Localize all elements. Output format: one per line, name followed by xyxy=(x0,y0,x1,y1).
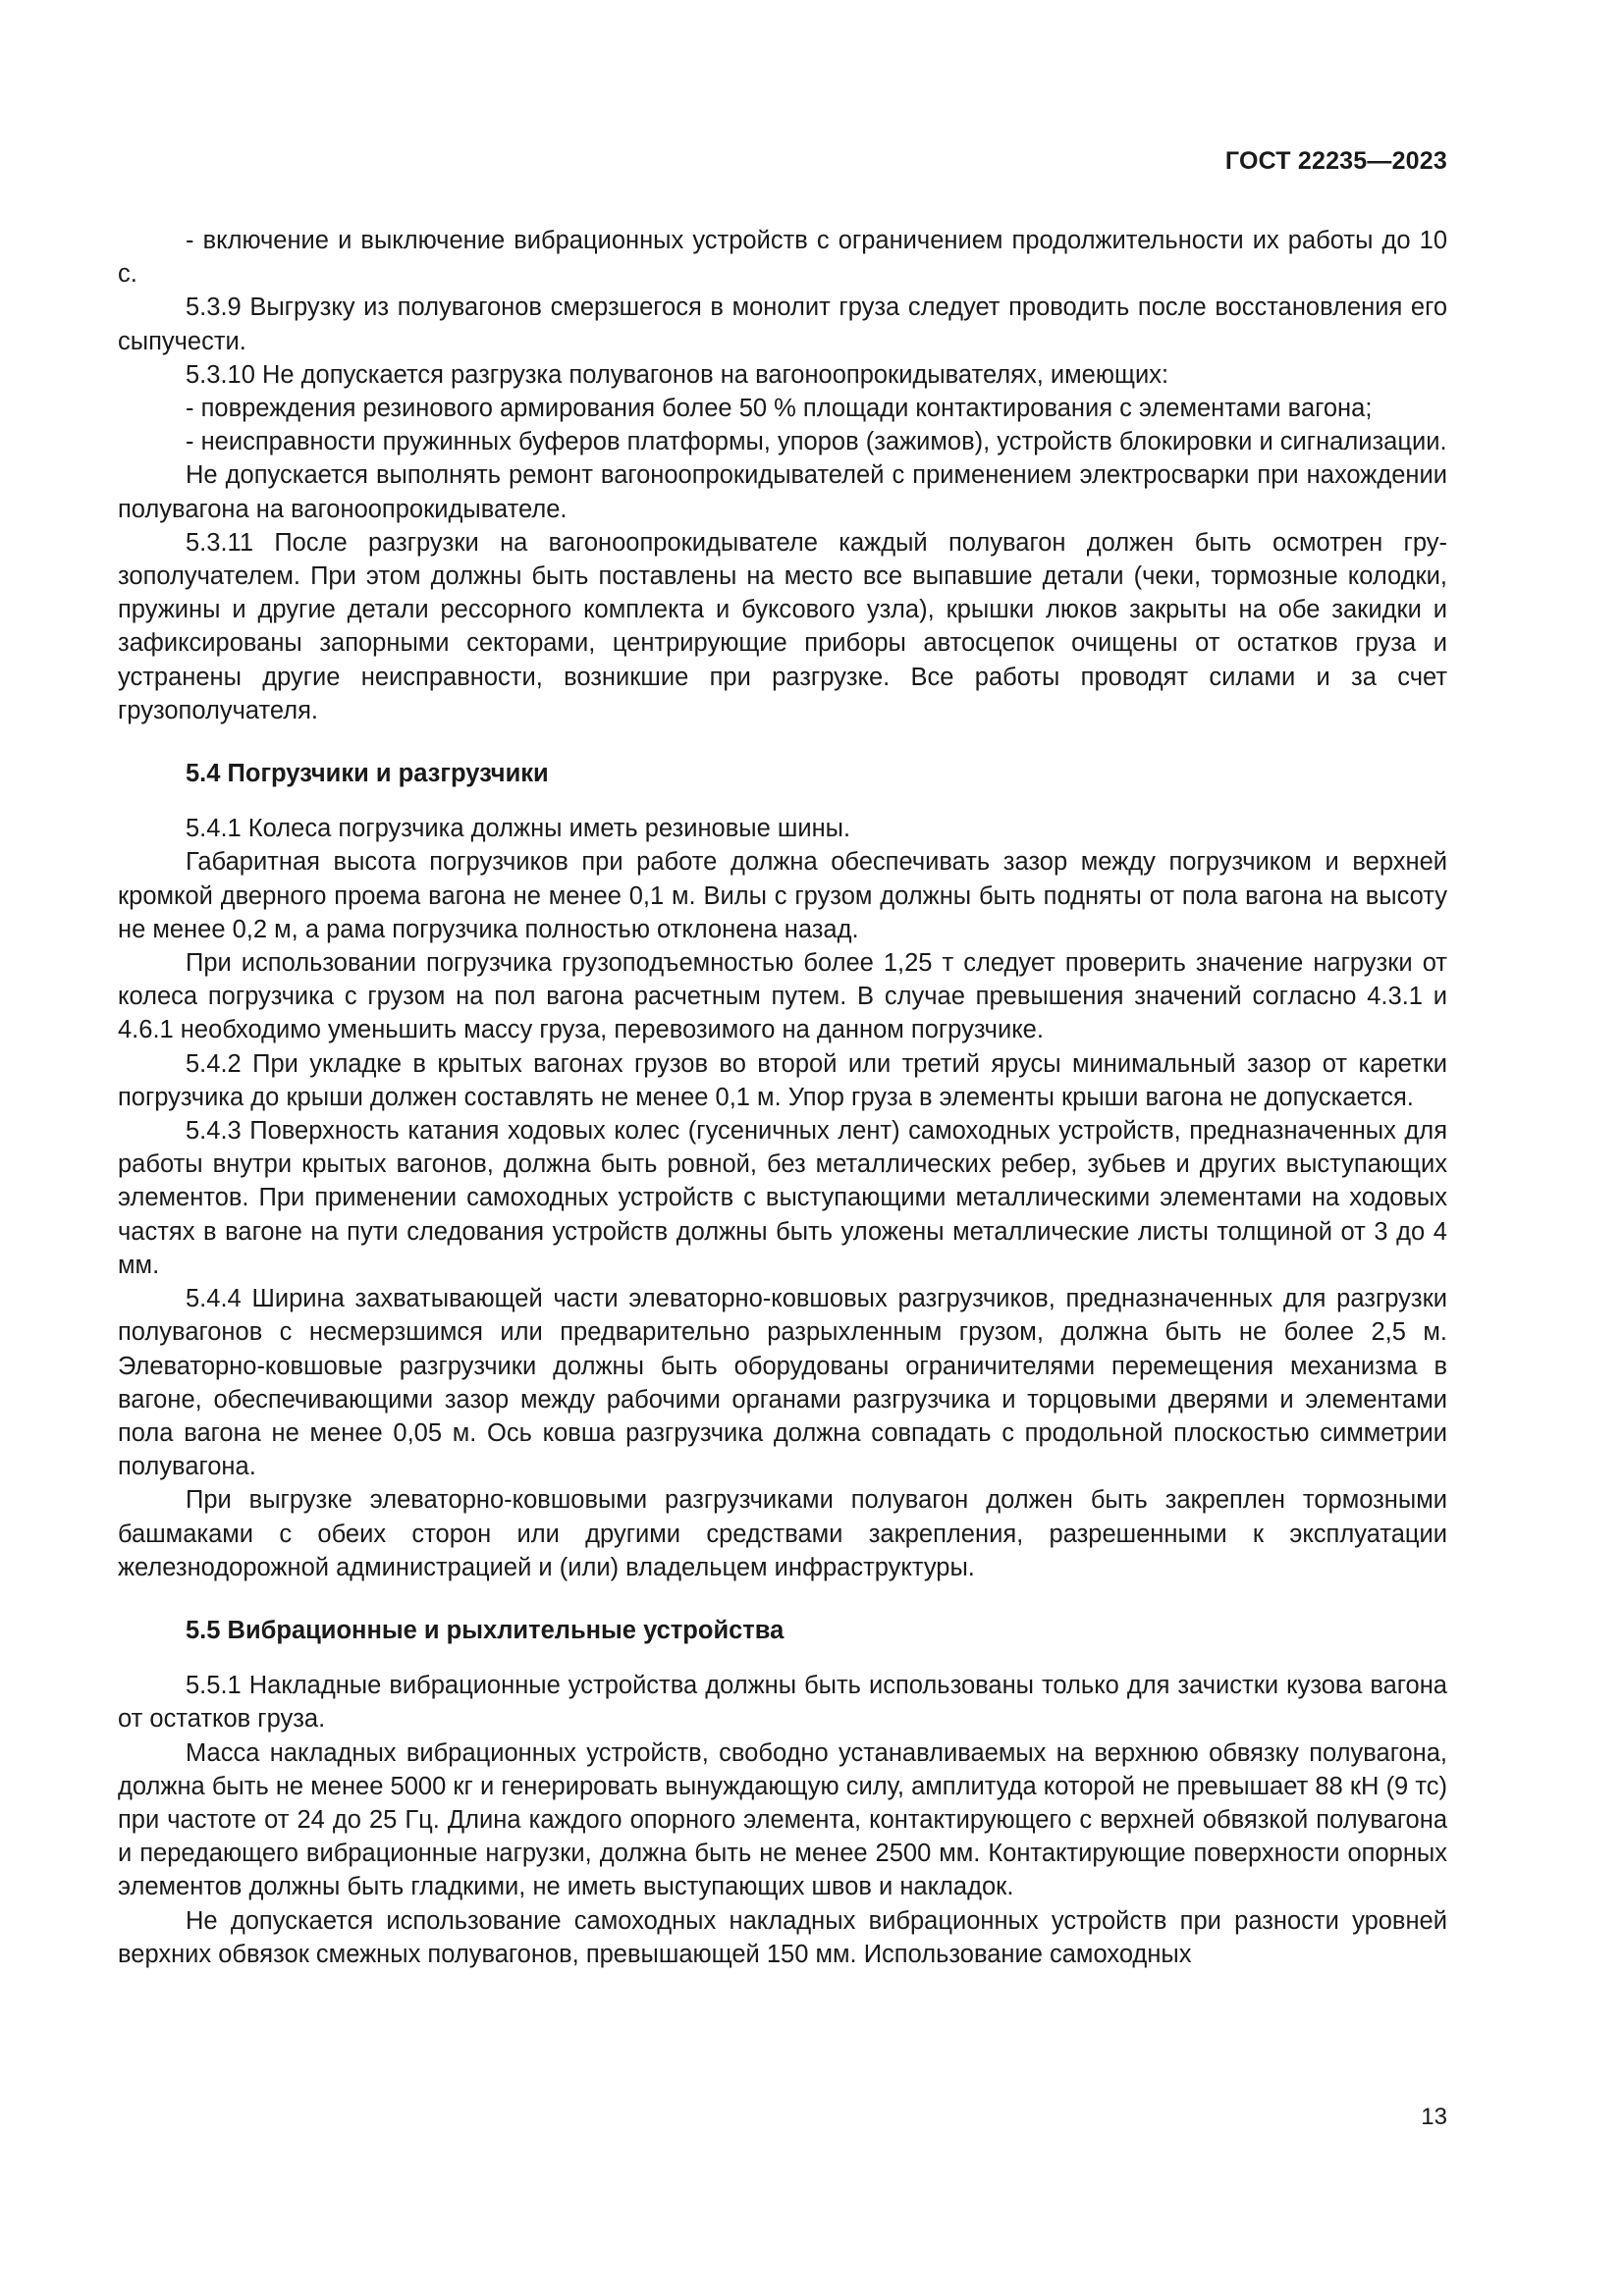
paragraph: 5.3.10 Не допускается разгрузка полувагонов на вагоноопрокидывателях, имеющих: xyxy=(186,360,1169,389)
paragraph: - повреждения резинового армирования более 50 % площади контактирования с элементами вагона; xyxy=(186,395,1373,423)
paragraph: Габаритная высота погрузчиков при работе должна обеспечивать зазор между погрузчиком и верхней кромкой дверного проема вагона не менее 0,1 м. Вилы с грузом должны быть подняты от пола вагона на высоту не менее 0,2 м, а рама погрузчика полностью отклонена назад. xyxy=(118,848,1447,943)
paragraph: Не допускается выполнять ремонт вагоноопрокидывателей с применением электросварки при нахождении полувагона на вагоноопрокидывателе. xyxy=(118,461,1447,523)
paragraph: Масса накладных вибрационных устройств, свободно устанавливаемых на верхнюю обвязку полувагона, должна быть не менее 5000 кг и генерировать вынуждающую силу, амплитуда которой не превышает 88 кН (9 тс) при частоте от 24 до 25 Гц. Длина каждого опорного элемента, контактирующего с верхней обвязкой полувагона и передающего вибрационные нагрузки, должна быть не менее 2500 мм. Контактирующие поверхности опорных элементов должны быть гладкими, не иметь выступающих швов и накладок. xyxy=(118,1738,1447,1901)
section-heading-5-5: 5.5 Вибрационные и рыхлительные устройства xyxy=(186,1616,785,1644)
paragraph: - включение и выключение вибрационных устройств с ограничением продолжительности их работы до 10 с. xyxy=(118,227,1447,289)
paragraph: 5.4.4 Ширина захватывающей части элеваторно-ковшовых разгрузчиков, предназначенных для разгрузки полувагонов с несмерзшимся или предварительно разрыхленным грузом, должна быть не более 2,5 м. Элеваторно-ковшовые разгрузчики должны быть оборудованы ограничителями перемещения механизма в вагоне, обеспечивающими зазор между рабочими органами разгрузчика и торцовыми дверями и элементами пола вагона не менее 0,05 м. Ось ковша разгрузчика должна совпадать с продольной плоскостью симметрии полувагона. xyxy=(118,1285,1447,1481)
page-number: 13 xyxy=(1421,2104,1447,2130)
paragraph: Не допускается использование самоходных накладных вибрационных устройств при разности уровней верхних обвязок смежных полувагонов, превышающей 150 мм. Использование самоходных xyxy=(118,1906,1447,1968)
paragraph: 5.5.1 Накладные вибрационные устройства должны быть использованы только для зачистки кузова вагона от остатков груза. xyxy=(118,1672,1447,1734)
section-heading-5-4: 5.4 Погрузчики и разгрузчики xyxy=(186,760,549,788)
paragraph: 5.3.11 После разгрузки на вагоноопрокидывателе каждый полувагон должен быть осмотрен грузополучателем. При этом должны быть поставлены на место все выпавшие детали (чеки, тормозные колодки, пружины и другие детали рессорного комплекта и буксового узла), крышки люков закрыты на обе закидки и зафиксированы запорными секторами, центрирующие приборы автосцепок очищены от остатков груза и устранены другие неисправности, возникшие при разгрузке. Все работы проводят силами и за счет грузополучателя. xyxy=(118,528,1447,724)
standard-header-code: ГОСТ 22235—2023 xyxy=(1224,147,1447,175)
paragraph: 5.4.2 При укладке в крытых вагонах грузов во второй или третий ярусы минимальный зазор от каретки погрузчика до крыши должен составлять не менее 0,1 м. Упор груза в элементы крыши вагона не допускается. xyxy=(118,1049,1447,1111)
paragraph: 5.4.3 Поверхность катания ходовых колес (гусеничных лент) самоходных устройств, предназначенных для работы внутри крытых вагонов, должна быть ровной, без металлических ребер, зубьев и других выступающих элементов. При применении самоходных устройств с выступающими металлическими элементами на ходовых частях в вагоне на пути следования устройств должны быть уложены металлические листы толщиной от 3 до 4 мм. xyxy=(118,1117,1447,1279)
paragraph: 5.4.1 Колеса погрузчика должны иметь резиновые шины. xyxy=(186,815,851,843)
paragraph: - неисправности пружинных буферов платформы, упоров (зажимов), устройств блокировки и сигнализации. xyxy=(186,428,1447,456)
paragraph: При выгрузке элеваторно-ковшовыми разгрузчиками полувагон должен быть закреплен тормозными башмаками с обеих сторон или другими средствами закрепления, разрешенными к эксплуатации железнодорожной администрацией и (или) владельцем инфраструктуры. xyxy=(118,1486,1447,1581)
paragraph: При использовании погрузчика грузоподъемностью более 1,25 т следует проверить значение нагрузки от колеса погрузчика с грузом на пол вагона расчетным путем. В случае превышения значений согласно 4.3.1 и 4.6.1 необходимо уменьшить массу груза, перевозимого на данном погрузчике. xyxy=(118,949,1447,1044)
document-body xyxy=(118,224,1447,1971)
paragraph: 5.3.9 Выгрузку из полувагонов смерзшегося в монолит груза следует проводить после восстановления его сыпучести. xyxy=(118,294,1447,355)
